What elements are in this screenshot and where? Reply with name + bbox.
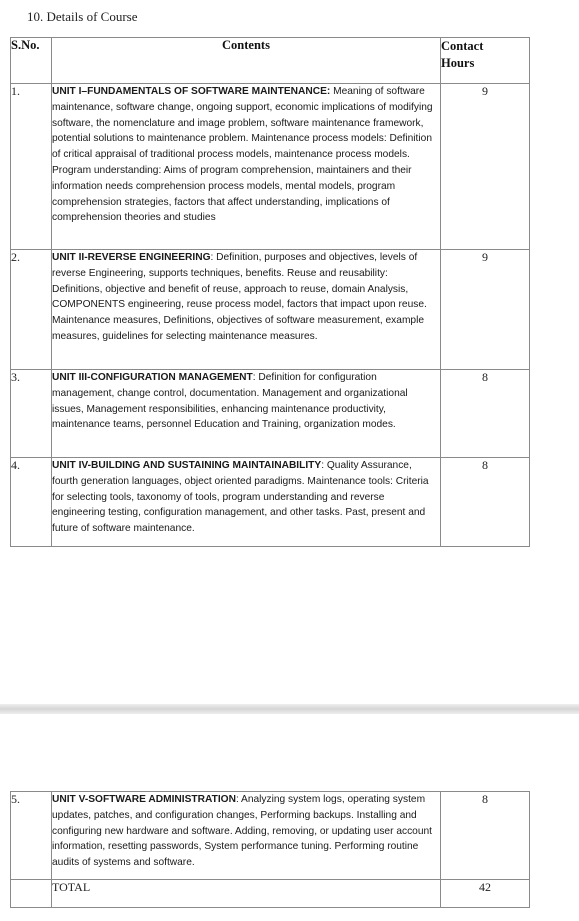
page-heading: 10. Details of Course — [27, 9, 138, 24]
unit-description: : Quality Assurance, fourth generation languages, object oriented paradigms. Maintenance tools: Criteria for selecting tools, taxonomy of tools, program understanding and reverse engineering testing, configuration management, and other tasks. Past, present and future of software maintenance. — [52, 460, 429, 535]
row-contents — [52, 84, 441, 250]
unit-description: Meaning of software maintenance, software change, ongoing support, economic implications of modifying software, the nomenclature and image problem, software maintenance framework, potential solutions to maintenance problem. Maintenance process models: Definition of critical appraisal of traditional process models, maintenance process models. Program understanding: Aims of program comprehension, maintainers and their information needs comprehension process models, mental models, program comprehension strategies, factors that affect understanding, implications of comprehension theories and studies — [52, 86, 433, 224]
contact-hours-header — [441, 38, 530, 84]
row-contents — [52, 250, 441, 370]
row-sno: 4. — [11, 458, 52, 547]
row-hours: 9 — [441, 250, 530, 370]
row-sno: 1. — [11, 84, 52, 250]
contents-header: Contents — [52, 38, 441, 84]
unit-title: UNIT V-SOFTWARE ADMINISTRATION — [52, 794, 236, 805]
unit-title: UNIT IV-BUILDING AND SUSTAINING MAINTAINABILITY — [52, 460, 322, 471]
table-row — [11, 792, 530, 880]
total-label: TOTAL — [52, 880, 441, 908]
course-details-table-continued — [10, 791, 530, 908]
unit-title: UNIT I–FUNDAMENTALS OF SOFTWARE MAINTENANCE: — [52, 86, 331, 97]
contact-hours-header-line1: Contact — [441, 39, 484, 53]
row-hours: 9 — [441, 84, 530, 250]
row-contents — [52, 458, 441, 547]
row-contents — [52, 370, 441, 458]
table-row — [11, 458, 530, 547]
unit-description: : Analyzing system logs, operating system updates, patches, and configuration changes, Performing backups. Installing and configuring new hardware and software. Adding, removing, or updating user account information, resetting passwords, System performance tuning. Performing routine audits of systems and software. — [52, 794, 432, 869]
row-sno: 5. — [11, 792, 52, 880]
table-row — [11, 250, 530, 370]
unit-description: : Definition for configuration management, change control, documentation. Management and organizational issues, Management responsibilities, enhancing maintenance productivity, maintenance teams, personnel Education and Training, organization modes. — [52, 372, 408, 431]
row-hours: 8 — [441, 370, 530, 458]
total-empty-cell — [11, 880, 52, 908]
unit-title: UNIT III-CONFIGURATION MANAGEMENT — [52, 372, 253, 383]
page-break-divider — [0, 704, 579, 714]
unit-description: : Definition, purposes and objectives, levels of reverse Engineering, supports techniques, benefits. Reuse and reusability: Definitions, objective and benefit of reuse, approach to reuse, domain Analysis, COMPONENTS engineering, reuse process model, factors that impact upon reuse. Maintenance measures, Definitions, objectives of software measurement, example measures, guidelines for selecting maintenance measures. — [52, 252, 427, 342]
unit-title: UNIT II-REVERSE ENGINEERING — [52, 252, 211, 263]
row-sno: 3. — [11, 370, 52, 458]
contact-hours-header-line2: Hours — [441, 56, 475, 70]
table-row — [11, 84, 530, 250]
total-row — [11, 880, 530, 908]
course-details-table — [10, 37, 530, 547]
table-header-row — [11, 38, 530, 84]
sno-header: S.No. — [11, 38, 52, 84]
row-hours: 8 — [441, 792, 530, 880]
table-row — [11, 370, 530, 458]
row-sno: 2. — [11, 250, 52, 370]
total-hours: 42 — [441, 880, 530, 908]
row-contents — [52, 792, 441, 880]
row-hours: 8 — [441, 458, 530, 547]
